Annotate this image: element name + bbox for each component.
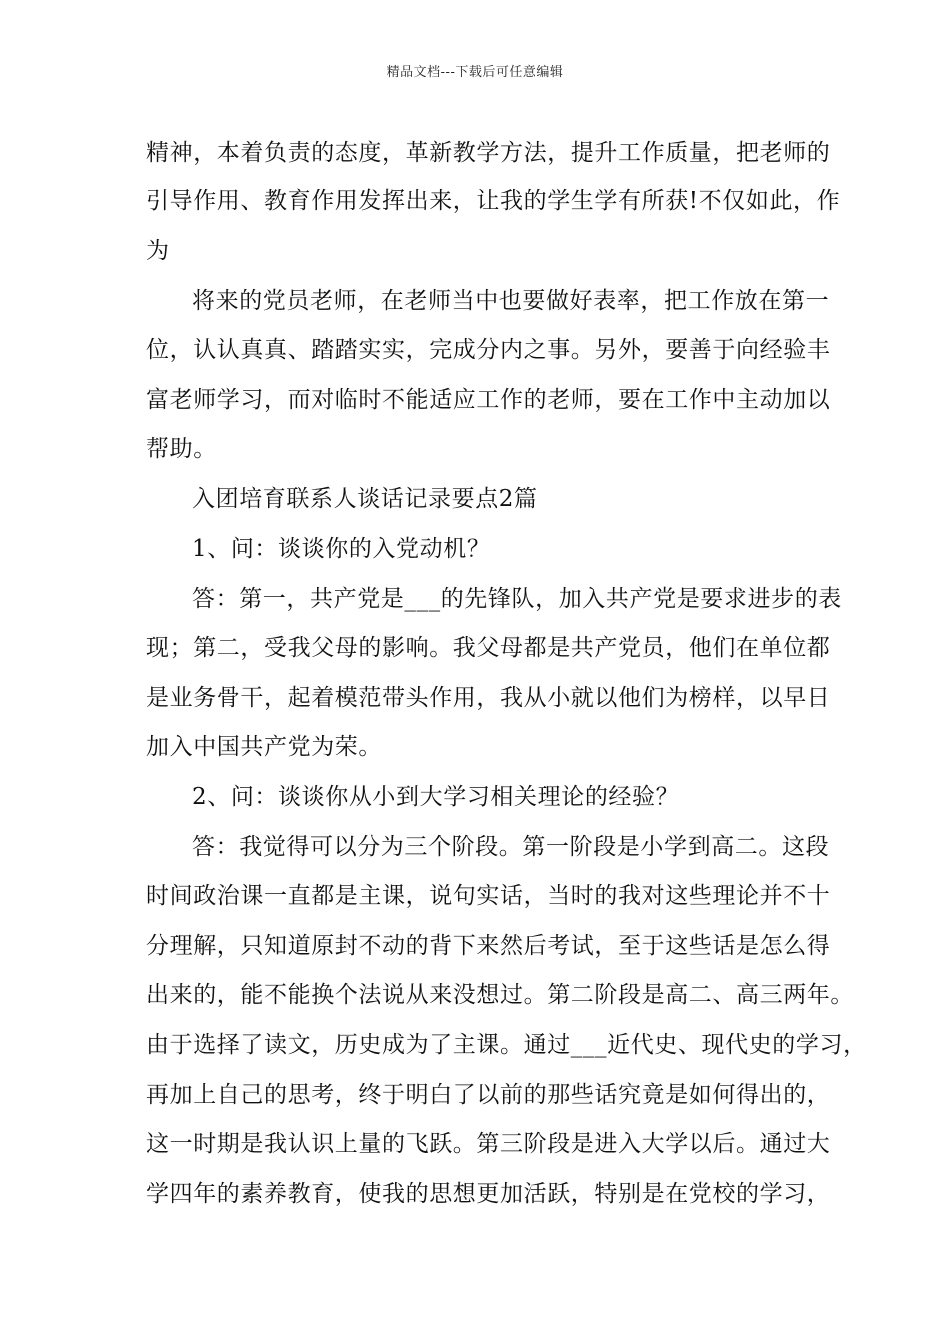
text-line: 加入中国共产党为荣。 bbox=[146, 734, 382, 760]
text-line: 引导作用、教育作用发挥出来，让我的学生学有所获!不仅如此，作 bbox=[146, 188, 841, 214]
text-line: 由于选择了读文，历史成为了主课。通过___近代史、现代史的学习， bbox=[146, 1032, 867, 1058]
text-line: 出来的，能不能换个法说从来没想过。第二阶段是高二、高三两年。 bbox=[146, 982, 854, 1008]
text-line: 这一时期是我认识上量的飞跃。第三阶段是进入大学以后。通过大 bbox=[146, 1131, 831, 1157]
text-line: 再加上自己的思考，终于明白了以前的那些话究竟是如何得出的， bbox=[146, 1082, 831, 1108]
text-line: 是业务骨干，起着模范带头作用，我从小就以他们为榜样，以早日 bbox=[146, 685, 831, 711]
page-header: 精品文档---下载后可任意编辑 bbox=[386, 65, 564, 80]
section-title: 入团培育联系人谈话记录要点2篇 bbox=[192, 486, 538, 512]
text-line: 现；第二，受我父母的影响。我父母都是共产党员，他们在单位都 bbox=[146, 635, 831, 661]
text-line: 富老师学习，而对临时不能适应工作的老师，要在工作中主动加以 bbox=[146, 387, 831, 413]
paragraph-first-line: 将来的党员老师，在老师当中也要做好表率，把工作放在第一 bbox=[192, 288, 830, 314]
text-line: 为 bbox=[146, 238, 170, 264]
text-line: 帮助。 bbox=[146, 436, 217, 462]
text-line: 分理解，只知道原封不动的背下来然后考试，至于这些话是怎么得 bbox=[146, 933, 831, 959]
text-line: 精神，本着负责的态度，革新教学方法，提升工作质量，把老师的 bbox=[146, 140, 831, 166]
text-line: 学四年的素养教育，使我的思想更加活跃，特别是在党校的学习， bbox=[146, 1181, 831, 1207]
answer-2-first-line: 答：我觉得可以分为三个阶段。第一阶段是小学到高二。这段 bbox=[192, 834, 830, 860]
text-line: 位，认认真真、踏踏实实，完成分内之事。另外，要善于向经验丰 bbox=[146, 337, 831, 363]
text-line: 时间政治课一直都是主课，说句实话，当时的我对这些理论并不十 bbox=[146, 883, 831, 909]
question-1: 1、问：谈谈你的入党动机？ bbox=[192, 536, 491, 562]
question-2: 2、问：谈谈你从小到大学习相关理论的经验？ bbox=[192, 784, 680, 810]
answer-1-first-line: 答：第一，共产党是___的先锋队，加入共产党是要求进步的表 bbox=[192, 586, 842, 612]
